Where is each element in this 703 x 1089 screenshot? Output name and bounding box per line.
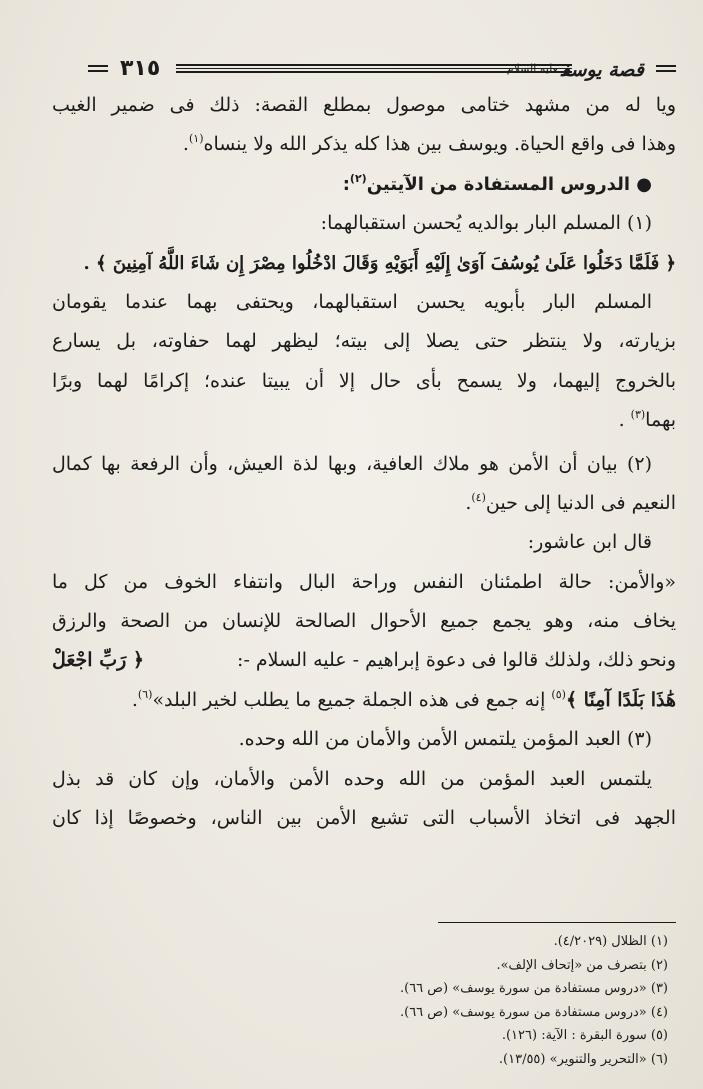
footnote: (٥) سورة البقرة : الآية: (١٢٦). [501, 1028, 668, 1043]
footnote-ref: (٤) [471, 490, 486, 504]
header-right-ornament [656, 65, 676, 72]
text-line: النعيم فى الدنيا إلى حين$^{(٤)}$. [465, 490, 676, 514]
quran-verse-inline: ﴿ رَبِّ اجْعَلْ [52, 649, 145, 672]
text-line: الجهد فى اتخاذ الأسباب التى تشيع الأمن بين الناس، وخصوصًا إذا كان [52, 807, 676, 830]
text-line: قال ابن عاشور: [527, 531, 652, 554]
text-line-content: إنه جمع فى هذه الجملة جميع ما يطلب لخير البلد» [152, 688, 546, 711]
text-line: بالخروج إليهما، ولا يسمح بأى حال إلا أن يبيتا عنده؛ إكرامًا لهما وبرًا [52, 369, 676, 392]
text-line: المسلم البار بأبويه يحسن استقبالهما، ويحتفى بهما عندما يقومان [52, 290, 652, 313]
text-line: بهما$^{(٣)}$ . [618, 408, 676, 432]
section-heading-text: الدروس المستفادة من الآيتين [366, 173, 631, 195]
footnote-ref: (٢) [349, 171, 367, 185]
footnote: (٣) «دروس مستفادة من سورة يوسف» (ص ٦٦). [399, 981, 668, 996]
footnote-ref: (١) [188, 132, 204, 146]
quran-verse: ﴿ فَلَمَّا دَخَلُوا عَلَىٰ يُوسُفَ آوَىٰ إِلَيْهِ أَبَوَيْهِ وَقَالَ ادْخُلُوا مِصْرَ إِن شَاءَ اللَّهُ آمِنِينَ ﴾ . [83, 252, 676, 274]
text-line: «والأمن: حالة اطمئنان النفس وراحة البال وانتفاء الخوف من كل ما [52, 570, 676, 593]
blessing-text: عليه السلام [506, 62, 558, 75]
footnote: (٤) «دروس مستفادة من سورة يوسف» (ص ٦٦). [399, 1004, 668, 1020]
running-title [507, 54, 644, 85]
text-line-content: بهما [645, 409, 676, 432]
running-title-text: قصة يوسف [561, 59, 644, 81]
text-line: يخاف منه، وهو يجمع جميع الأحوال الصالحة للإنسان من الصحة والرزق [52, 610, 676, 633]
main-text [52, 86, 676, 838]
page-header [88, 54, 676, 84]
footnotes [52, 930, 676, 1071]
text-line: بزيارته، ولا ينتظر حتى يصلا إلى بيته؛ ليظهر لهما حفاوته، بل يسارع [52, 330, 676, 353]
footnote: (١) الظلال (٤/٢٠٢٩). [553, 934, 668, 949]
header-left-ornament [88, 65, 108, 72]
footnote: (٦) «التحرير والتنوير» (١٣/٥٥). [498, 1051, 668, 1067]
footnote-ref: (٦) [137, 687, 153, 701]
text-line-content: النعيم فى الدنيا إلى حين [485, 491, 676, 514]
section-heading: ● الدروس المستفادة من الآيتين$^{(٢)}$: [342, 171, 652, 195]
footnote-ref: (٥) [551, 687, 566, 701]
footnote: (٢) بتصرف من «إتحاف الإلف». [496, 957, 668, 973]
text-line: هَٰذَا بَلَدًا آمِنًا ﴾$^{(٥)}$ إنه جمع فى هذه الجملة جميع ما يطلب لخير البلد»$^{(٦)}$. [131, 687, 676, 711]
text-line-content: وهذا فى واقع الحياة. ويوسف بين هذا كله يذكر الله ولا ينساه [203, 133, 676, 156]
quran-verse-inline: هَٰذَا بَلَدًا آمِنًا ﴾ [565, 688, 676, 711]
text-line [52, 641, 676, 680]
text-line: وهذا فى واقع الحياة. ويوسف بين هذا كله يذكر الله ولا ينساه$^{(١)}$. [182, 132, 676, 156]
text-line: يلتمس العبد المؤمن من الله وحده الأمن والأمان، وإن كان قد بذل [52, 767, 652, 790]
text-line: ويا له من مشهد ختامى موصول بمطلع القصة: ذلك فى ضمير الغيب [52, 94, 676, 116]
text-line-content: ونحو ذلك، ولذلك قالوا فى دعوة إبراهيم - عليه السلام -: [237, 649, 676, 672]
footnote-separator [438, 922, 676, 923]
point-heading: (٢) بيان أن الأمن هو ملاك العافية، وبها لذة العيش، وأن الرفعة بها كمال [52, 452, 652, 475]
point-heading: (٣) العبد المؤمن يلتمس الأمن والأمان من الله وحده. [238, 728, 652, 751]
footnote-ref: (٣) [630, 408, 646, 422]
point-heading: (١) المسلم البار بوالديه يُحسن استقبالهما: [320, 212, 652, 235]
page-number: ٣١٥ [120, 56, 161, 81]
